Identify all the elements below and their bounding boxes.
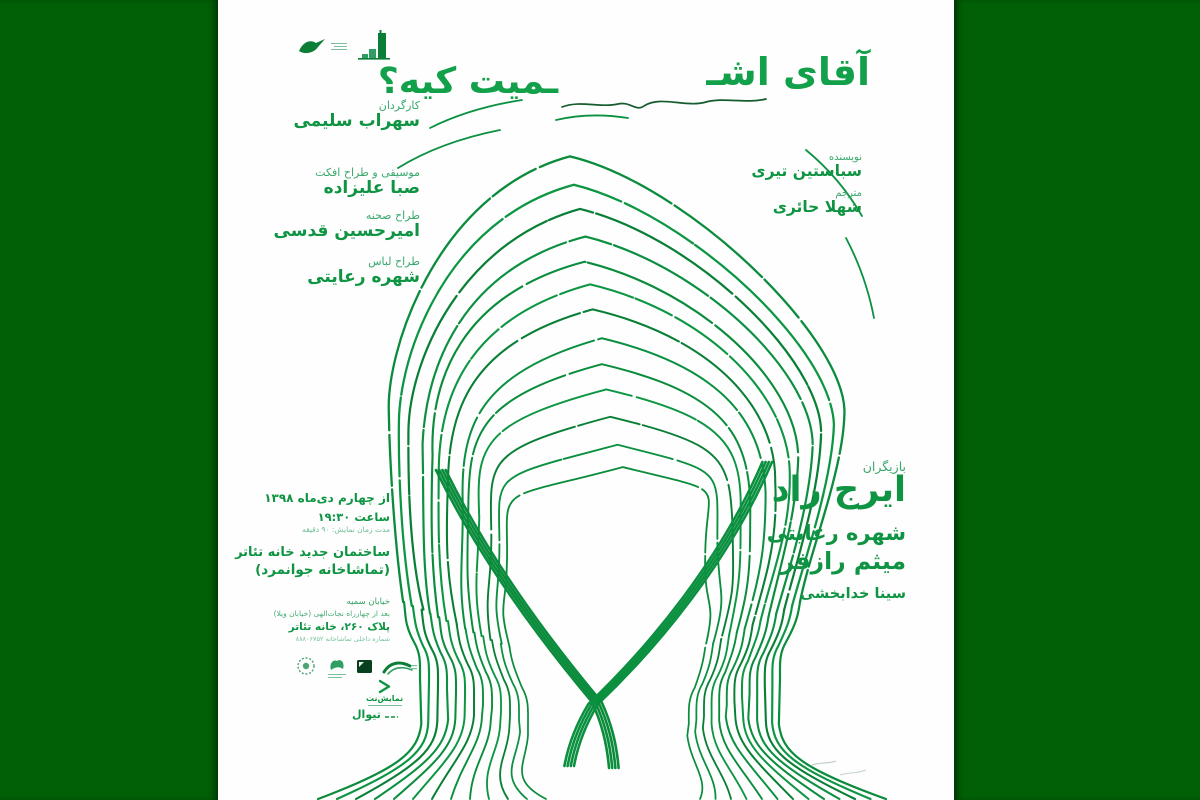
green-side-panel-left (0, 0, 218, 800)
namayesh-net-logo (366, 679, 403, 708)
address-line-2: بعد از چهارراه نجات‌الهی (خیابان ویلا) (273, 609, 390, 618)
tiwall-dash-icon (384, 710, 400, 720)
show-time: ساعت ۱۹:۳۰ (317, 510, 390, 524)
cast-name-4: سینا خدابخشی (800, 586, 906, 602)
venue-line-1: ساختمان جدید خانه تئاتر (235, 545, 390, 560)
credit-name: شهره رعایتی (307, 267, 420, 288)
credit-label: موسیقی و طراح افکت (315, 166, 420, 179)
credit-label: طراح صحنه (365, 209, 420, 222)
poster-title-left: ـمیت کیه؟ (377, 61, 558, 102)
show-date: از چهارم دی‌ماه ۱۳۹۸ (264, 491, 390, 505)
tiwall-label: تیوال (352, 708, 381, 721)
cast-name-3: میثم رازفر (780, 547, 906, 575)
credit-label: کارگردان (378, 99, 420, 112)
address-line-3: پلاک ۲۶۰، خانه تئاتر (288, 621, 390, 633)
tiwall-logo (352, 708, 400, 721)
theater-house-bird-icon (297, 36, 327, 62)
logo-caption-lines (331, 41, 347, 52)
credit-director (293, 100, 420, 132)
show-duration: مدت زمان نمایش: ۹۰ دقیقه (302, 525, 390, 534)
cast-label: بازیگران (862, 459, 906, 474)
partner-logo-row (294, 655, 418, 681)
credit-label: نویسنده (828, 152, 862, 163)
tulip-bird-icon (327, 657, 347, 680)
address-line-4: شماره داخلی تماشاخانه ۸۸۸۰۶۷۵۲ (295, 635, 390, 643)
credit-set-designer (274, 210, 420, 242)
credit-music (315, 167, 420, 199)
flag-emblem-icon (356, 658, 373, 679)
green-side-panel-right (954, 0, 1200, 800)
poster-title-right: آقای اشـ (706, 50, 870, 94)
cast-name-1: ایرج راد (771, 470, 906, 510)
credit-name: سباستین تیری (751, 162, 862, 180)
address-line-1: خیابان سمیه (346, 597, 390, 607)
credit-name: صبا علیزاده (323, 178, 420, 199)
credit-label: مترجم (835, 188, 862, 199)
chevron-right-icon (377, 679, 393, 694)
credit-label: طراح لباس (368, 255, 420, 268)
credit-name: شهلا حائری (772, 198, 862, 216)
credit-costume-designer (307, 256, 420, 288)
credit-translator (773, 188, 862, 217)
cast-name-2: شهره رعایتی (766, 521, 906, 545)
laurel-emblem-icon (294, 655, 318, 681)
namayesh-net-label: نمایش‌نت (366, 694, 404, 703)
designer-signature-mark (808, 756, 872, 786)
credit-name: سهراب سلیمی (293, 111, 420, 132)
credit-writer (751, 152, 862, 181)
venue-line-2: (تماشاخانه جوانمرد) (255, 562, 390, 578)
wave-hand-icon (382, 659, 418, 677)
credit-name: امیرحسین قدسی (273, 221, 420, 242)
